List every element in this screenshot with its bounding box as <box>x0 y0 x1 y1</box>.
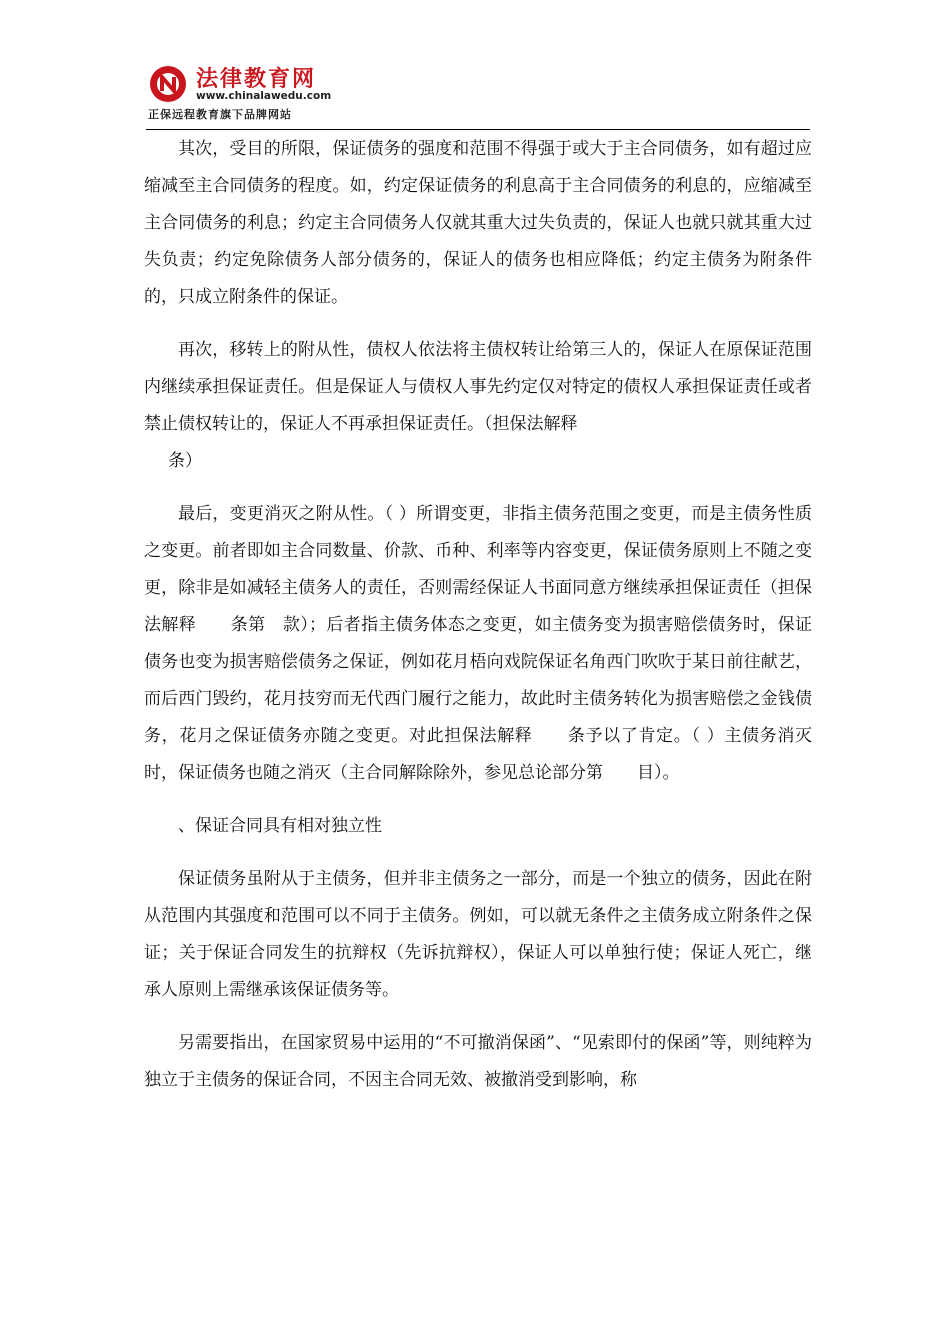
paragraph-2 <box>144 332 812 480</box>
chinalawedu-logo-icon <box>148 64 188 104</box>
section-heading: 、保证合同具有相对独立性 <box>178 816 382 836</box>
brand-tagline: 正保远程教育旗下品牌网站 <box>148 108 292 121</box>
paragraph-2-tail: 条） <box>168 451 202 471</box>
brand-url: www.chinalawedu.com <box>196 90 332 102</box>
header-divider <box>146 129 810 130</box>
paragraph-3: 最后，变更消灭之附从性。（ ）所谓变更，非指主债务范围之变更，而是主债务性质之变更。前者即如主合同数量、价款、币种、利率等内容变更，保证债务原则上不随之变更，除非是如减轻主债务人的责任，否则需经保证人书面同意方继续承担保证责任（担保法解释 条第 款）；后者指主债务体态之变更，如主债务变为损害赔偿债务时，保证债务也变为损害赔偿债务之保证，例如花月梧向戏院保证名角西门吹吹于某日前往献艺，而后西门毁约，花月技穷而无代西门履行之能力，故此时主债务转化为损害赔偿之金钱债务，花月之保证债务亦随之变更。对此担保法解释 条予以了肯定。（ ）主债务消灭时，保证债务也随之消灭（主合同解除除外，参见总论部分第 目）。 <box>144 504 812 783</box>
page-header <box>146 62 810 130</box>
paragraph-5: 保证债务虽附从于主债务，但并非主债务之一部分，而是一个独立的债务，因此在附从范围内其强度和范围可以不同于主债务。例如，可以就无条件之主债务成立附条件之保证；关于保证合同发生的抗辩权（先诉抗辩权），保证人可以单独行使；保证人死亡，继承人原则上需继承该保证债务等。 <box>144 869 812 1000</box>
document-body <box>144 131 812 1099</box>
paragraph-2-text: 再次，移转上的附从性，债权人依法将主债权转让给第三人的，保证人在原保证范围内继续承担保证责任。但是保证人与债权人事先约定仅对特定的债权人承担保证责任或者禁止债权转让的，保证人不再承担保证责任。（担保法解释 <box>144 340 812 434</box>
paragraph-6: 另需要指出，在国家贸易中运用的“不可撤消保函”、“见索即付的保函”等，则纯粹为独立于主债务的保证合同，不因主合同无效、被撤消受到影响，称 <box>144 1033 812 1090</box>
paragraph-1: 其次，受目的所限，保证债务的强度和范围不得强于或大于主合同债务，如有超过应缩减至主合同债务的程度。如，约定保证债务的利息高于主合同债务的利息的，应缩减至主合同债务的利息；约定主合同债务人仅就其重大过失负责的，保证人也就只就其重大过失负责；约定免除债务人部分债务的，保证人的债务也相应降低；约定主债务为附条件的，只成立附条件的保证。 <box>144 139 812 307</box>
brand-name: 法律教育网 <box>196 67 317 92</box>
